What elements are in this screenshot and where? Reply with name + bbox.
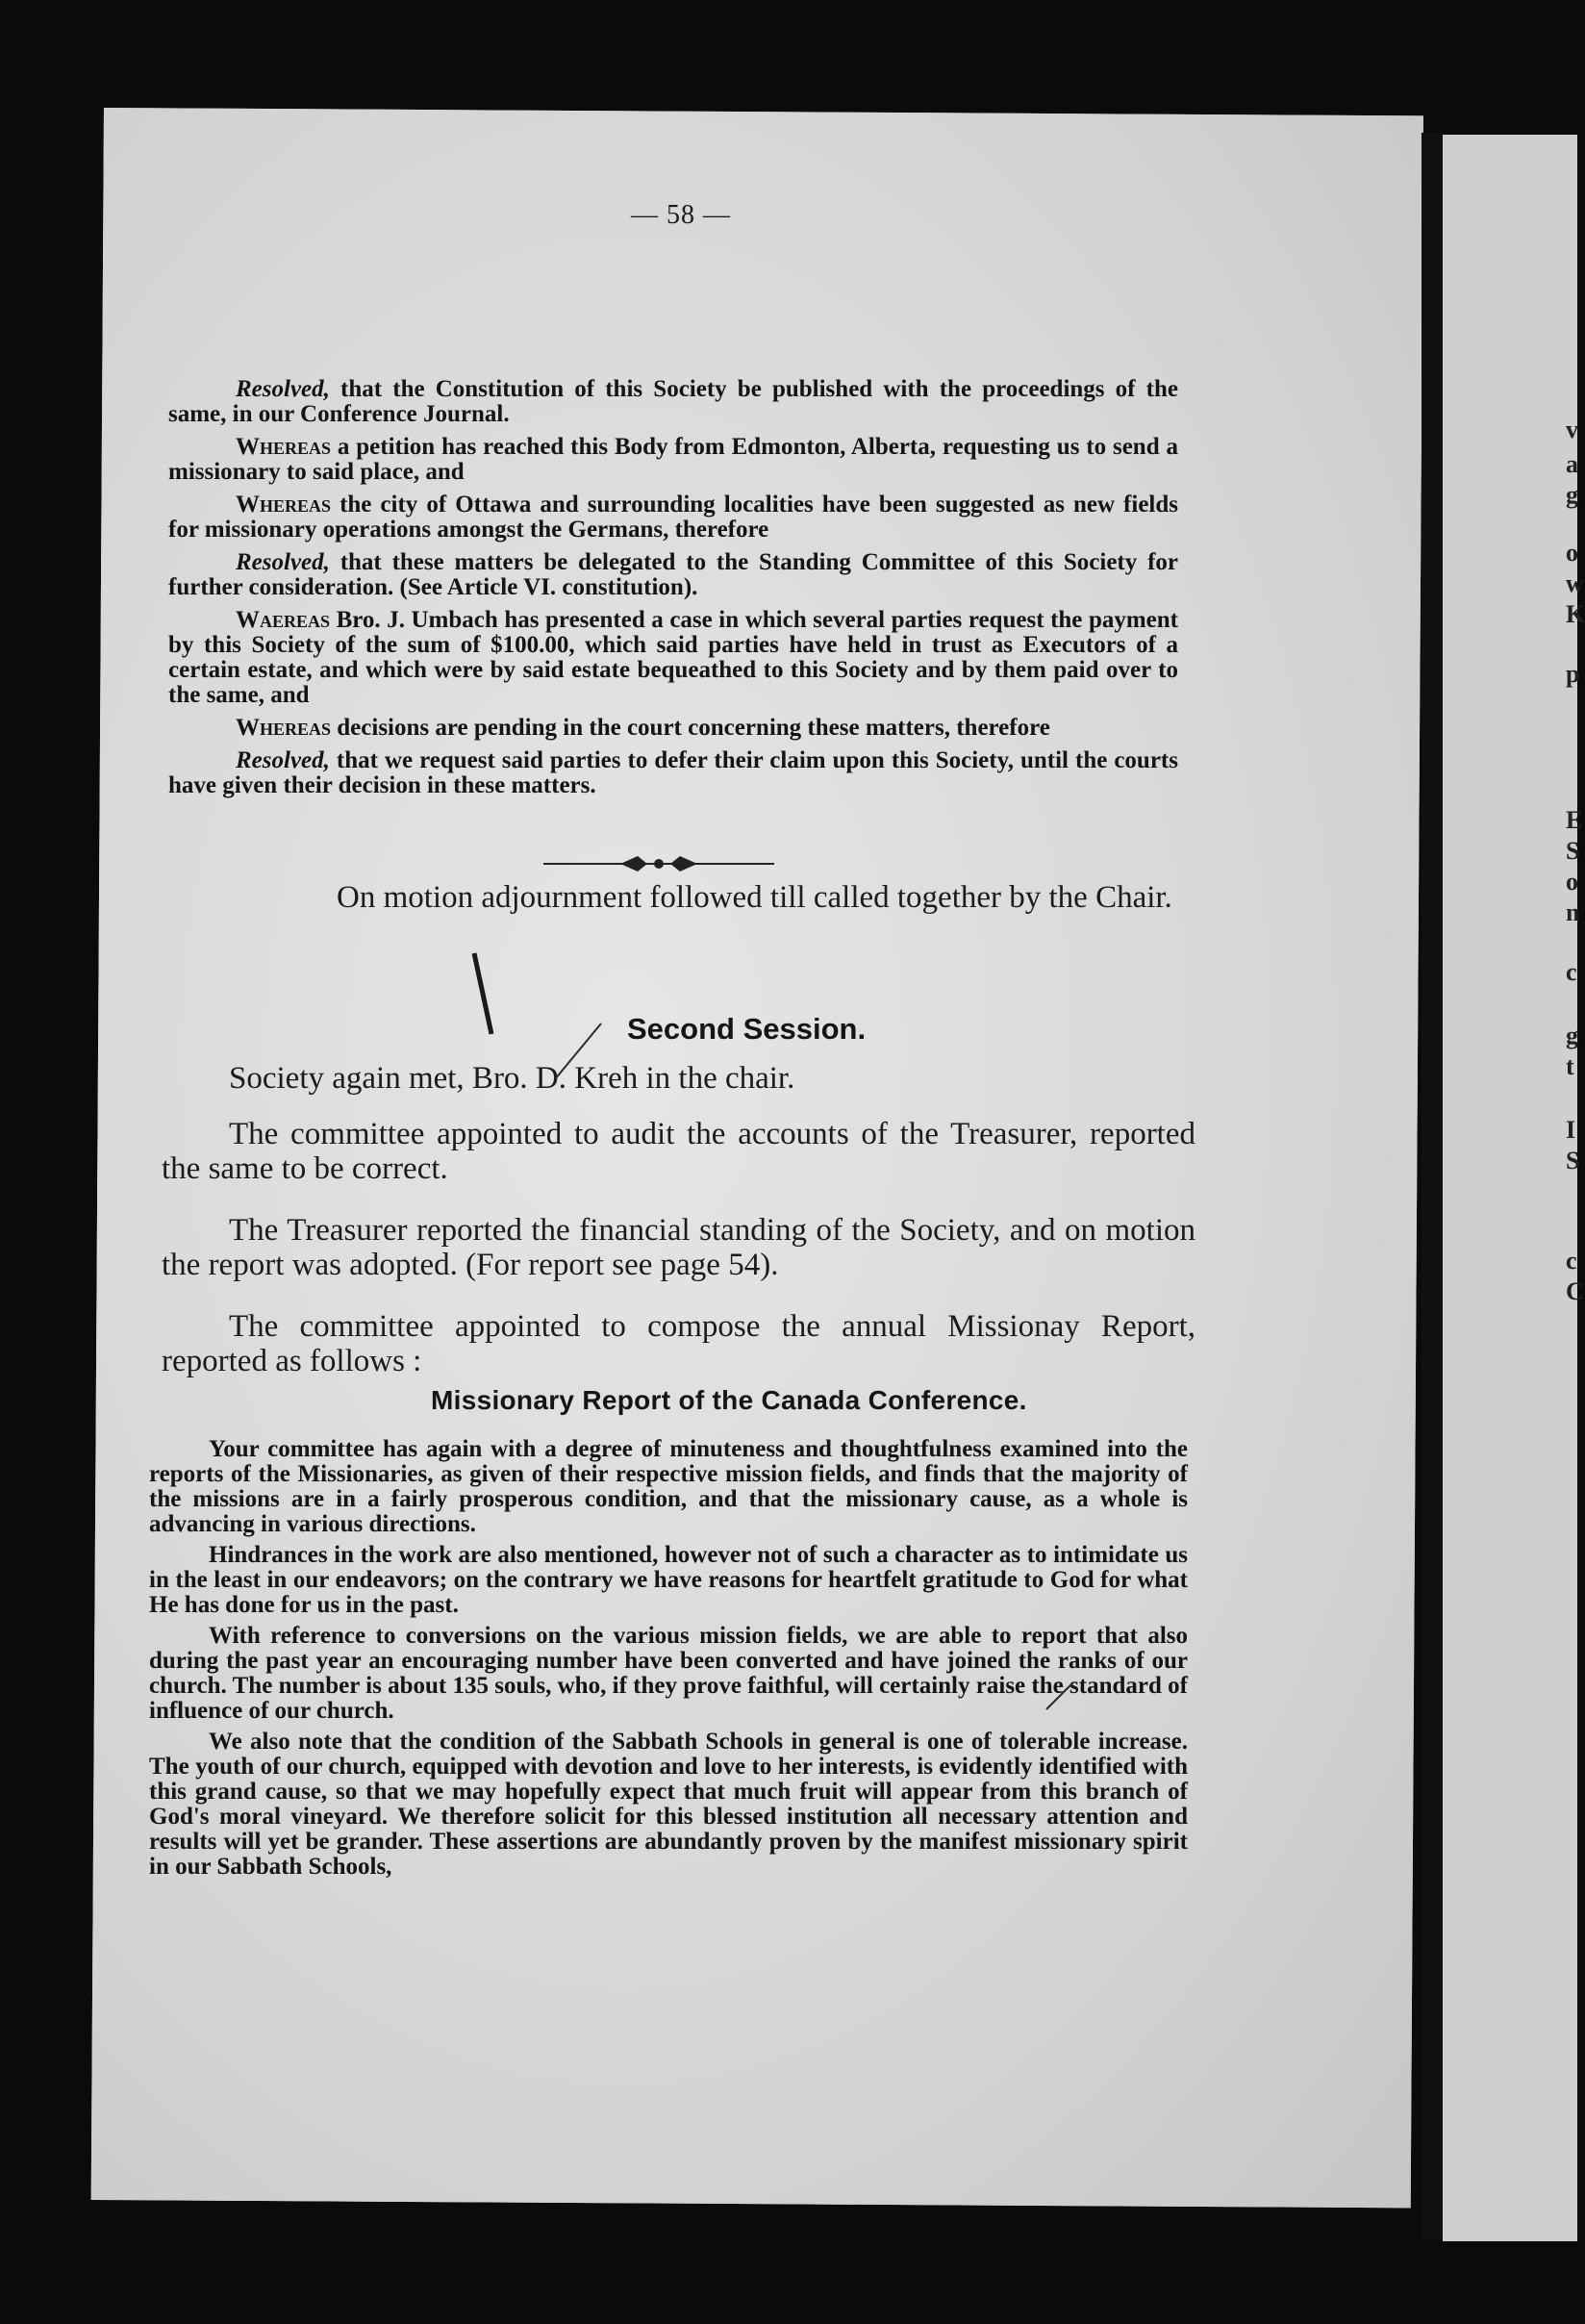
margin-letter: g — [1566, 1022, 1578, 1049]
second-session-paragraphs — [162, 1061, 1195, 1405]
pencil-mark-3 — [1039, 1679, 1077, 1717]
resolution-text: decisions are pending in the court concerning these matters, therefore — [331, 715, 1050, 741]
margin-letter: v — [1566, 416, 1578, 443]
resolution-lead: Resolved, — [236, 376, 330, 402]
report-paragraph: With reference to conversions on the various mission fields, we are able to report that also during the past year an encouraging number have been converted and have joined the ranks of our church. The number is about 135 souls, who, if they prove faithful, will certainly raise the standard of influence of our church. — [149, 1623, 1188, 1724]
session-paragraph: Society again met, Bro. D. Kreh in the chair. — [229, 1061, 795, 1096]
resolution-paragraph — [168, 550, 1178, 600]
margin-letter: I — [1566, 1116, 1576, 1144]
facing-page-edge — [1443, 135, 1580, 2241]
margin-letter: c — [1566, 1247, 1577, 1275]
pencil-mark-2 — [534, 1020, 611, 1097]
adjournment-text: On motion adjournment followed till called together by the Chair. — [337, 880, 1172, 915]
page-number: — 58 — — [631, 200, 731, 230]
resolution-text: that these matters be delegated to the Standing Committee of this Society for further consideration. (See Article VI. constitution). — [168, 549, 1178, 600]
margin-letter: S — [1566, 1147, 1580, 1175]
report-paragraph: Hindrances in the work are also mentioned, however not of such a character as to intimidate us in the least in our endeavors; on the contrary we have reasons for heartfelt gratitude to God for what He has done for us in the past. — [149, 1542, 1188, 1618]
margin-letter: p — [1566, 660, 1580, 688]
report-paragraph: Your committee has again with a degree of minuteness and thoughtfulness examined into the reports of the Missionaries, as given of their respective mission fields, and finds that the majority of the missions are in a fairly prosperous condition, and that the missionary cause, as a whole is advancing in various directions. — [149, 1436, 1188, 1537]
resolution-lead: Whereas — [236, 434, 332, 460]
resolution-paragraph — [168, 748, 1178, 798]
session-paragraph: The committee appointed to audit the accounts of the Treasurer, reported the same to be correct. — [162, 1117, 1195, 1186]
resolution-paragraph — [168, 493, 1178, 543]
session-paragraph: The committee appointed to compose the annual Missionay Report, reported as follows : — [162, 1309, 1195, 1378]
margin-letter: K — [1566, 600, 1585, 628]
resolution-lead: Resolved, — [236, 747, 330, 773]
pencil-mark-1 — [466, 947, 505, 1039]
report-heading: Missionary Report of the Canada Conference. — [431, 1385, 1027, 1415]
margin-letter: o — [1566, 868, 1578, 896]
margin-letter: a — [1566, 450, 1578, 478]
ornament-divider — [543, 852, 774, 875]
margin-letter: c — [1566, 958, 1577, 986]
resolution-lead: Waereas — [236, 607, 331, 633]
resolution-text: a petition has reached this Body from Edmonton, Alberta, requesting us to send a missionary to said place, and — [168, 434, 1178, 485]
resolution-lead: Whereas — [236, 715, 332, 741]
resolution-text: that we request said parties to defer their claim upon this Society, until the courts have given their decision in these matters. — [168, 747, 1178, 798]
resolution-text: Bro. J. Umbach has presented a case in which several parties request the payment by this Society of the sum of $100.00, which said parties have held in trust as Executors of a certain estate, and which were by said estate bequeathed to this Society and by them paid over to the same, and — [168, 607, 1178, 708]
session-paragraph: The Treasurer reported the financial standing of the Society, and on motion the report was adopted. (For report see page 54). — [162, 1213, 1195, 1282]
margin-letter: t — [1566, 1052, 1574, 1080]
resolution-paragraph — [168, 435, 1178, 485]
resolution-lead: Whereas — [236, 492, 332, 518]
resolution-text: the city of Ottawa and surrounding localities have been suggested as new fields for missionary operations amongst the Germans, therefore — [168, 492, 1178, 543]
margin-letter: C — [1566, 1277, 1584, 1305]
margin-letter: n — [1566, 898, 1580, 926]
resolutions-block — [168, 377, 1178, 806]
second-session-heading: Second Session. — [627, 1012, 867, 1046]
report-paragraph: We also note that the condition of the Sabbath Schools in general is one of tolerable increase. The youth of our church, equipped with devotion and love to her interests, is evidently identified with this grand cause, so that we may hopefully expect that much fruit will appear from this branch of God's moral vineyard. We therefore solicit for this blessed institution all necessary attention and results will yet be grander. These assertions are abundantly proven by the manifest missionary spirit in our Sabbath Schools, — [149, 1729, 1188, 1880]
report-body — [149, 1437, 1188, 1885]
resolution-text: that the Constitution of this Society be published with the proceedings of the same, in our Conference Journal. — [168, 376, 1178, 427]
margin-letter: w — [1566, 569, 1584, 597]
resolution-paragraph — [168, 608, 1178, 708]
margin-letter: g — [1566, 481, 1578, 509]
margin-letter: E — [1566, 806, 1583, 834]
resolution-paragraph — [168, 377, 1178, 427]
resolution-paragraph — [168, 716, 1178, 741]
book-gutter — [1421, 133, 1443, 2239]
margin-letter: S — [1566, 837, 1580, 865]
resolution-lead: Resolved, — [236, 549, 330, 575]
margin-letter: o — [1566, 539, 1578, 567]
